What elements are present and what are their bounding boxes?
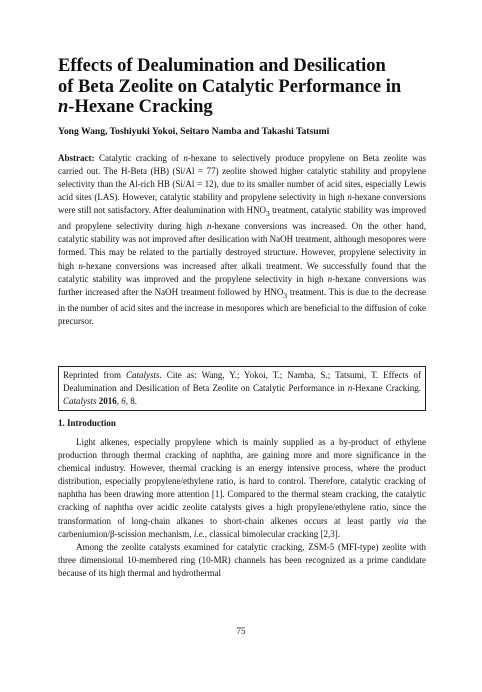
abstract-italic-n: n <box>347 192 352 203</box>
citation-text: -Hexane Cracking. <box>352 383 421 394</box>
abstract-italic-n: n <box>78 260 84 271</box>
author-list: Yong Wang, Toshiyuki Yokoi, Seitaro Namba and Takashi Tatsumi <box>58 126 330 137</box>
title-line-2: of Beta Zeolite on Catalytic Performance in <box>58 76 402 97</box>
citation-text: , 8. <box>125 396 138 407</box>
title-line-3: -Hexane Cracking <box>68 97 213 117</box>
abstract-italic-n: n <box>327 273 333 284</box>
paragraph-italic: via <box>397 515 409 526</box>
citation-box <box>58 366 426 411</box>
abstract-text: -hexane conversions was further increased after the NaOH treatment followed by HNO <box>58 273 426 297</box>
abstract-text: -hexane conversions was increased. On the other hand, catalytic stability was not improved after desilication with NaOH treatment, although mesopores were formed. This may be related to the partially destroyed structure. However, propylene selectivity in high <box>58 221 426 271</box>
page-number: 75 <box>236 626 246 636</box>
abstract-italic-n: n <box>206 221 212 232</box>
citation-journal: Catalysts <box>126 370 160 380</box>
paragraph-2: Among the zeolite catalysts examined for catalytic cracking, ZSM-5 (MFI-type) zeolite with three dimensional 10-membered ring (10-MR) channels has been recognized as a prime candidate because of its high thermal and hydrothermal <box>58 541 426 578</box>
body-text <box>58 436 426 580</box>
abstract-label: Abstract: <box>58 153 95 163</box>
citation-year: 2016 <box>96 396 117 407</box>
abstract-text: treatment, catalytic stability was improved and propylene selectivity during high <box>58 205 427 232</box>
abstract-text: -hexane to selectively produce propylene on Beta zeolite was carried out. The H-Beta (HB) (Si/Al = 77) zeolite showed higher catalytic stability and propylene selectivity than the Al-rich HB (Si/Al = 12), due to its smaller number of acid sites, especially Lewis acid sites (LAS). However, catalytic stability and propylene selectivity in high <box>58 153 426 203</box>
section-heading: 1. Introduction <box>58 418 116 428</box>
citation-text: . Cite as: Wang, Y.; Yokoi, T.; Namba, S.; Tatsumi, T. Effects of Dealumination and Desilication of Beta Zeolite on Catalytic Performance in <box>63 370 421 394</box>
paragraph-text: Light alkenes, especially propylene which is mainly supplied as a by-product of ethylene production through thermal cracking of naphtha, are gaining more and more significance in the chemical industry. However, thermal cracking is an energy intensive process, where the product distribution, especially propylene/ethylene ratio, is hard to control. Therefore, catalytic cracking of naphtha has been drawing more attention [1]. Compared to the thermal steam cracking, the catalytic cracking of naphtha over acidic zeolite catalysts gives a high propylene/ethylene ratio, since the transformation of long-chain alkanes to short-chain alkenes occurs at least partly <box>58 437 426 526</box>
abstract-text: Catalytic cracking of <box>94 153 184 163</box>
title-line-1: Effects of Dealumination and Desilication <box>58 56 386 76</box>
abstract-text: -hexane conversions were still not satisfactory. After dealumination with HNO <box>58 192 426 216</box>
paper-title <box>58 56 428 118</box>
paragraph-text: the carbeniumion/β-scission mechanism, <box>58 515 427 539</box>
citation-volume: 6 <box>121 396 126 407</box>
abstract <box>58 152 426 328</box>
title-n-italic: n <box>58 97 69 117</box>
abstract-italic-n: n <box>183 153 188 163</box>
abstract-text: -hexane conversions was increased after alkali treatment. We successfully found that the catalytic stability was improved and the propylene selectivity in high <box>58 260 426 284</box>
citation-journal: Catalysts <box>63 396 97 407</box>
citation-text: , <box>116 396 122 407</box>
paragraph-1 <box>58 436 426 541</box>
citation-text: Reprinted from <box>63 370 126 380</box>
paragraph-text: , classical bimolecular cracking [2,3]. <box>204 528 341 539</box>
abstract-text: treatment. This is due to the decrease in the number of acid sites and the increase in mesopores which are beneficial to the diffusion of coke precursor. <box>58 286 426 326</box>
abstract-subscript: 3 <box>266 209 270 219</box>
abstract-subscript: 3 <box>283 290 288 300</box>
citation-italic-n: n <box>347 383 353 394</box>
paragraph-italic: i.e. <box>193 528 205 539</box>
